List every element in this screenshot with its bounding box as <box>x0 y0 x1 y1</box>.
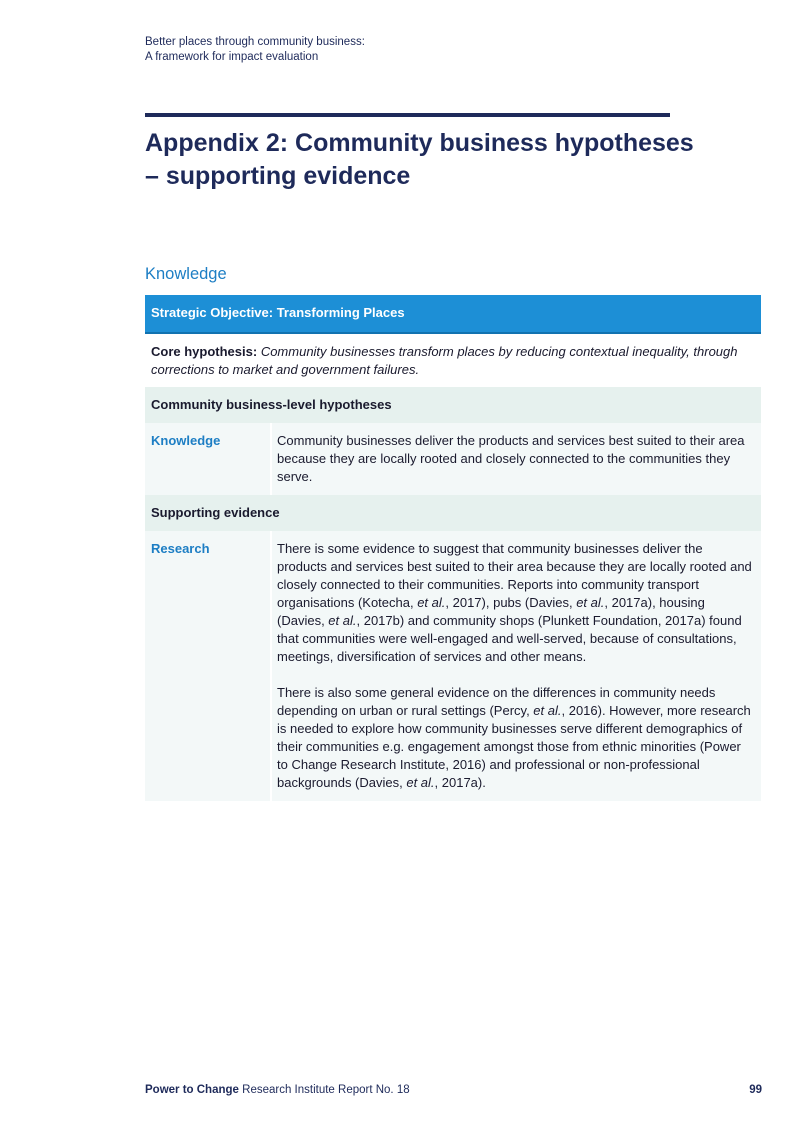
research-paragraph-2 <box>277 684 755 792</box>
italic-span: et al. <box>533 703 562 718</box>
research-paragraph-1 <box>277 540 755 666</box>
table-row-research <box>145 531 761 801</box>
core-hypothesis-text: Community businesses transform places by reducing contextual inequality, through corrections to market and government failures. <box>151 344 738 377</box>
text-span: , 2017b) and community shops (Plunkett Foundation, 2017a) found that communities were well-engaged and well-served, because of consultations, meetings, diversification of services and other means. <box>277 613 742 664</box>
row-label-knowledge: Knowledge <box>151 433 221 448</box>
text-span: There is some evidence to suggest that community businesses deliver the products and services best suited to their area because they are locally rooted and closely connected to their communities. Reports into community transport organisations (Kotecha, <box>277 541 752 610</box>
table-header: Strategic Objective: Transforming Places <box>145 295 761 334</box>
table-row-knowledge <box>145 423 761 495</box>
page-title: Appendix 2: Community business hypotheses – supporting evidence <box>145 129 694 190</box>
running-head-line2: A framework for impact evaluation <box>145 51 319 63</box>
footer <box>145 1084 410 1096</box>
text-span: , 2017), pubs (Davies, <box>445 595 577 610</box>
text-span: , 2017a), housing (Davies, <box>277 595 705 628</box>
core-hypothesis <box>145 334 761 387</box>
subheader-hypotheses: Community business-level hypotheses <box>145 387 761 423</box>
row-label-research: Research <box>151 541 210 556</box>
row-text-research <box>270 531 761 801</box>
footer-brand: Power to Change <box>145 1084 239 1096</box>
text-span: , 2017a). <box>434 775 486 790</box>
italic-span: et al. <box>576 595 605 610</box>
title-rule <box>145 113 670 117</box>
subheader-evidence: Supporting evidence <box>145 495 761 531</box>
text-span: , 2016). However, more research is needed to explore how community businesses serve different demographics of their communities e.g. engagement amongst those from ethnic minorities (Power to Change Research Institute, 2016) and professional or non-professional backgrounds (Davies, <box>277 703 751 790</box>
running-head-line1: Better places through community business: <box>145 36 365 48</box>
footer-text: Research Institute Report No. 18 <box>238 1084 410 1096</box>
italic-span: et al. <box>328 613 357 628</box>
italic-span: et al. <box>406 775 435 790</box>
page-number: 99 <box>749 1084 762 1096</box>
core-hypothesis-label: Core hypothesis: <box>151 344 258 359</box>
text-span: There is also some general evidence on the differences in community needs depending on urban or rural settings (Percy, <box>277 685 716 718</box>
italic-span: et al. <box>417 595 446 610</box>
section-heading: Knowledge <box>145 265 227 283</box>
running-head <box>145 35 365 65</box>
row-text-knowledge: Community businesses deliver the products and services best suited to their area because they are locally rooted and closely connected to the communities they serve. <box>270 423 761 495</box>
hypotheses-table <box>145 295 761 801</box>
